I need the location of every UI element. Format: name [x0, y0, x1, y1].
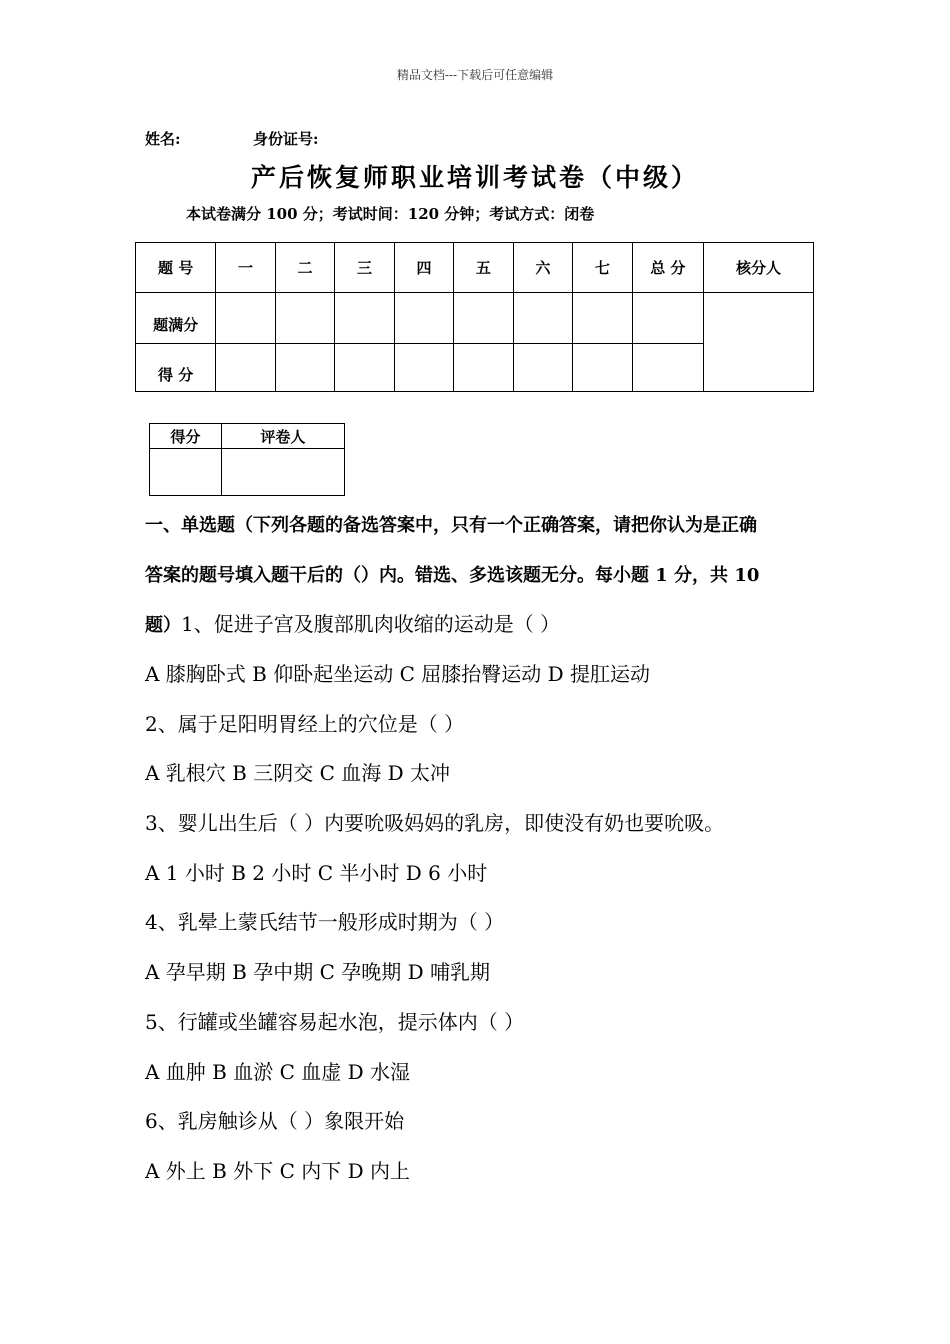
full-score-label: 题满分 — [136, 293, 216, 344]
question-3: 3、婴儿出生后（ ）内要吮吸妈妈的乳房，即使没有奶也要吮吸。 — [145, 811, 725, 835]
question-3-options: A 1 小时 B 2 小时 C 半小时 D 6 小时 — [145, 861, 488, 885]
col-2: 二 — [275, 243, 334, 293]
question-2: 2、属于足阳明胃经上的穴位是（ ） — [145, 712, 465, 736]
question-5-options: A 血肿 B 血淤 C 血虚 D 水湿 — [145, 1060, 410, 1084]
name-id-line — [145, 128, 319, 149]
full-score-cell — [632, 293, 703, 344]
id-label: 身份证号: — [253, 130, 319, 148]
question-6-options: A 外上 B 外下 C 内下 D 内上 — [145, 1159, 410, 1183]
score-table — [135, 242, 814, 392]
section-instructions-line-2: 答案的题号填入题干后的（）内。错选、多选该题无分。每小题 1 分，共 10 — [145, 565, 760, 586]
score-cell — [454, 344, 513, 392]
full-score-cell — [335, 293, 394, 344]
question-4: 4、乳晕上蒙氏结节一般形成时期为（ ） — [145, 910, 505, 934]
col-3: 三 — [335, 243, 394, 293]
col-total: 总 分 — [632, 243, 703, 293]
score-cell — [573, 344, 632, 392]
page-title: 产后恢复师职业培训考试卷（中级） — [250, 163, 699, 192]
exam-info: 本试卷满分 100 分；考试时间：120 分钟；考试方式：闭卷 — [186, 205, 595, 223]
score-cell — [275, 344, 334, 392]
grader-score-label: 得分 — [150, 424, 222, 449]
grader-name-cell — [221, 449, 344, 496]
question-6: 6、乳房触诊从（ ）象限开始 — [145, 1109, 405, 1133]
grader-score-cell — [150, 449, 222, 496]
name-label: 姓名: — [145, 130, 181, 148]
full-score-cell — [454, 293, 513, 344]
score-cell — [335, 344, 394, 392]
score-cell — [394, 344, 453, 392]
col-7: 七 — [573, 243, 632, 293]
score-cell — [632, 344, 703, 392]
question-4-options: A 孕早期 B 孕中期 C 孕晚期 D 哺乳期 — [145, 960, 490, 984]
full-score-cell — [275, 293, 334, 344]
col-4: 四 — [394, 243, 453, 293]
score-cell — [513, 344, 572, 392]
question-1-options: A 膝胸卧式 B 仰卧起坐运动 C 屈膝抬臀运动 D 提肛运动 — [145, 662, 650, 686]
grader-table — [149, 423, 345, 496]
full-score-cell — [573, 293, 632, 344]
col-5: 五 — [454, 243, 513, 293]
question-number-header: 题 号 — [136, 243, 216, 293]
question-1 — [145, 608, 560, 637]
question-5: 5、行罐或坐罐容易起水泡，提示体内（ ） — [145, 1010, 525, 1034]
score-cell — [216, 344, 275, 392]
header-note: 精品文档---下载后可任意编辑 — [396, 68, 554, 82]
full-score-cell — [513, 293, 572, 344]
checker-header: 核分人 — [703, 243, 813, 293]
col-1: 一 — [216, 243, 275, 293]
question-2-options: A 乳根穴 B 三阴交 C 血海 D 太冲 — [145, 761, 450, 785]
score-label: 得 分 — [136, 344, 216, 392]
question-1-text: 1、促进子宫及腹部肌肉收缩的运动是（ ） — [181, 612, 561, 636]
full-score-cell — [394, 293, 453, 344]
grader-label: 评卷人 — [221, 424, 344, 449]
col-6: 六 — [513, 243, 572, 293]
section-instructions-end: 题） — [145, 615, 181, 636]
checker-cell — [703, 293, 813, 392]
full-score-cell — [216, 293, 275, 344]
section-instructions-line-1: 一、单选题（下列各题的备选答案中，只有一个正确答案，请把你认为是正确 — [145, 515, 757, 536]
